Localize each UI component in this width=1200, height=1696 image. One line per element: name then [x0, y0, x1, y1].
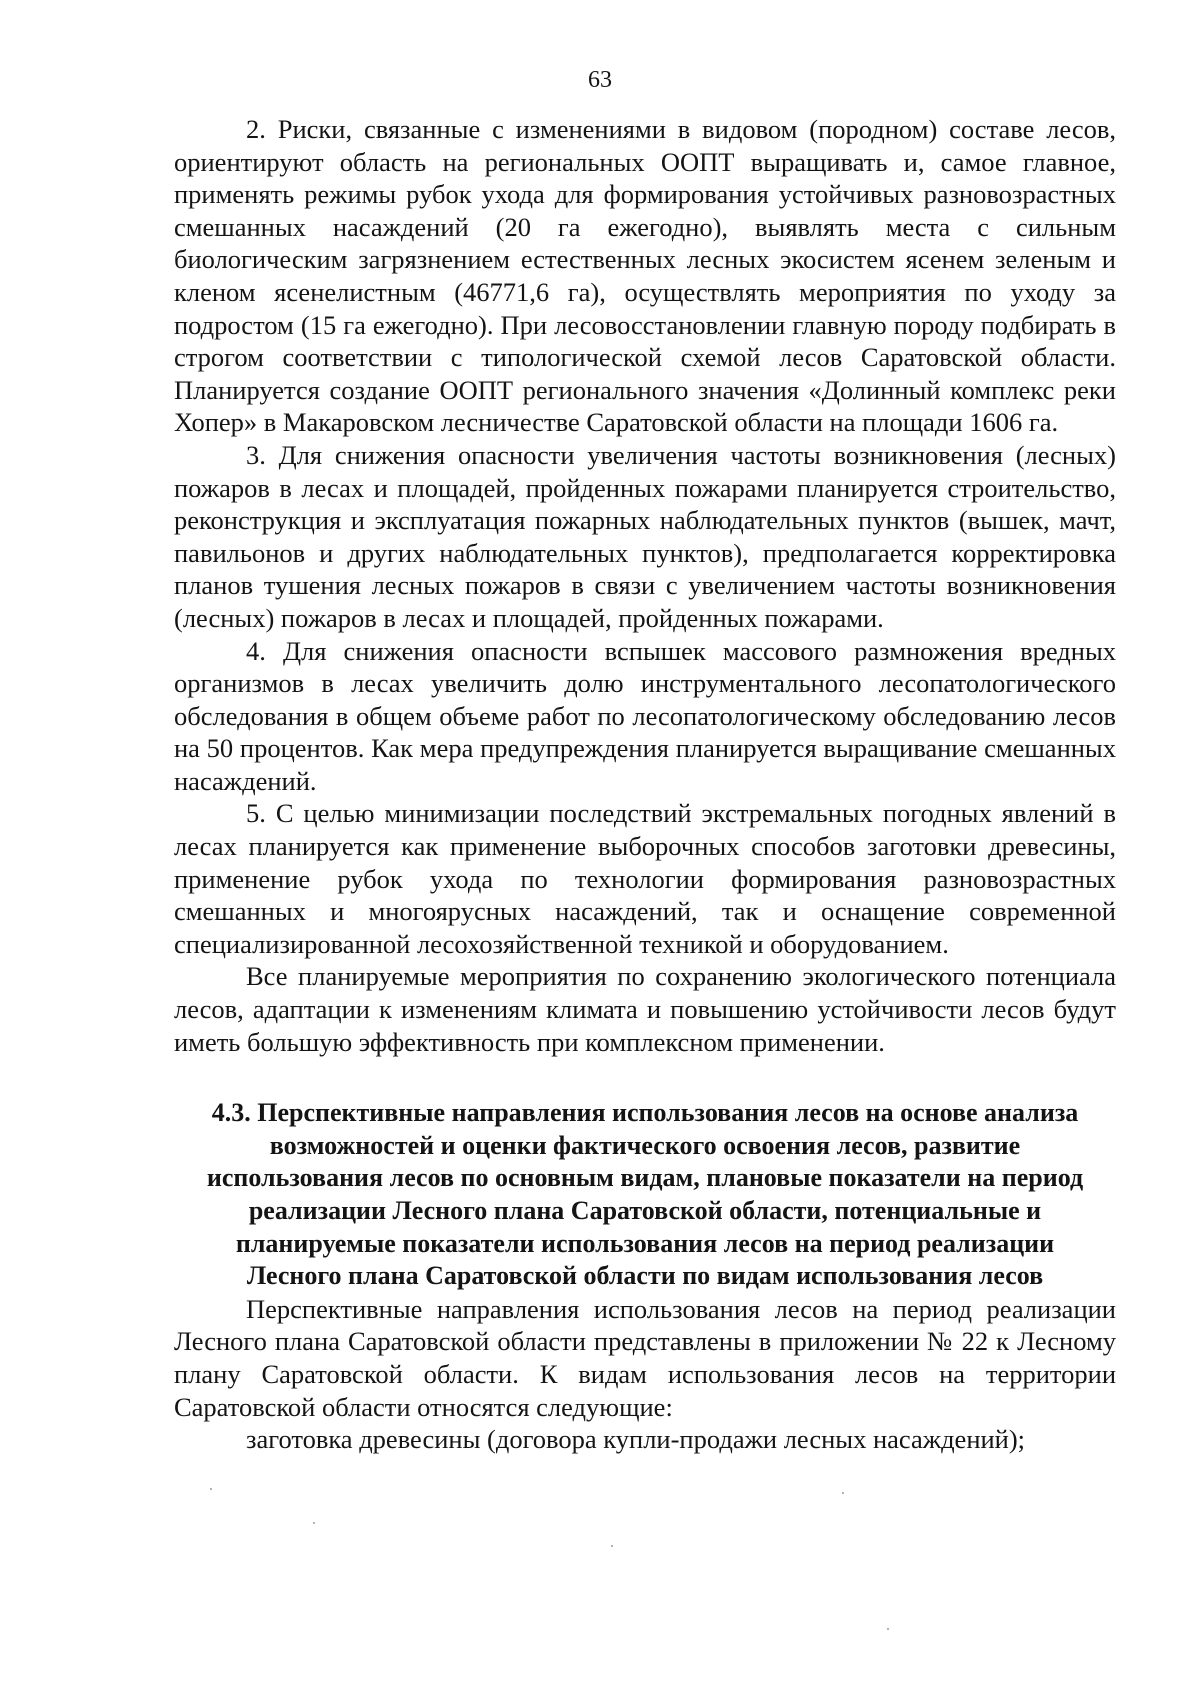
paragraph-timber-harvesting: заготовка древесины (договора купли-продажи лесных насаждений);	[246, 1424, 1026, 1455]
section-heading: 4.3. Перспективные направления использования лесов на основе анализа возможностей и оценки фактического освоения лесов, развитие использования лесов по основным видам, плановые показатели на период реализации Лесного плана Саратовской области, потенциальные и планируемые показатели использования лесов на период реализации Лесного плана Саратовской области по видам использования лесов	[206, 1098, 1084, 1291]
paragraph-pest-outbreaks: 4. Для снижения опасности вспышек массового размножения вредных организмов в лесах увеличить долю инструментального лесопатологического обследования в общем объеме работ по лесопатологическому обследованию лесов на 50 процентов. Как мера предупреждения планируется выращивание смешанных насаждений.	[174, 635, 1116, 796]
scan-artifact-dot	[210, 1488, 212, 1490]
scan-artifact-dot	[887, 1628, 889, 1630]
paragraph-extreme-weather: 5. С целью минимизации последствий экстремальных погодных явлений в лесах планируется как применение выборочных способов заготовки древесины, применение рубок ухода по технологии формирования разновозрастных смешанных и многоярусных насаждений, так и оснащение современной специализированной лесохозяйственной техникой и оборудованием.	[174, 798, 1116, 959]
page-number: 63	[588, 67, 612, 93]
paragraph-fire-risk: 3. Для снижения опасности увеличения частоты возникновения (лесных) пожаров в лесах и площадей, пройденных пожарами планируется строительство, реконструкция и эксплуатация пожарных наблюдательных пунктов (вышек, мачт, павильонов и других наблюдательных пунктов), предполагается корректировка планов тушения лесных пожаров в связи с увеличением частоты возникновения (лесных) пожаров в лесах и площадей, пройденных пожарами.	[174, 439, 1116, 633]
scan-artifact-dot	[313, 1522, 315, 1524]
paragraph-risks-species: 2. Риски, связанные с изменениями в видовом (породном) составе лесов, ориентируют область на региональных ООПТ выращивать и, самое главное, применять режимы рубок ухода для формирования устойчивых разновозрастных смешанных насаждений (20 га ежегодно), выявлять места с сильным биологическим загрязнением естественных лесных экосистем ясенем зеленым и кленом ясенелистным (46771,6 га), осуществлять мероприятия по уходу за подростом (15 га ежегодно). При лесовосстановлении главную породу подбирать в строгом соответствии с типологической схемой лесов Саратовской области. Планируется создание ООПТ регионального значения «Долинный комплекс реки Хопер» в Макаровском лесничестве Саратовской области на площади 1606 га.	[174, 114, 1116, 438]
scan-artifact-dot	[842, 1492, 844, 1494]
scan-artifact-dot	[611, 1545, 613, 1547]
paragraph-forest-use-directions: Перспективные направления использования лесов на период реализации Лесного плана Саратовской области представлены в приложении № 22 к Лесному плану Саратовской области. К видам использования лесов на территории Саратовской области относятся следующие:	[174, 1293, 1116, 1422]
document-body	[174, 113, 1116, 1456]
paragraph-summary: Все планируемые мероприятия по сохранению экологического потенциала лесов, адаптации к изменениям климата и повышению устойчивости лесов будут иметь большую эффективность при комплексном применении.	[174, 961, 1116, 1057]
